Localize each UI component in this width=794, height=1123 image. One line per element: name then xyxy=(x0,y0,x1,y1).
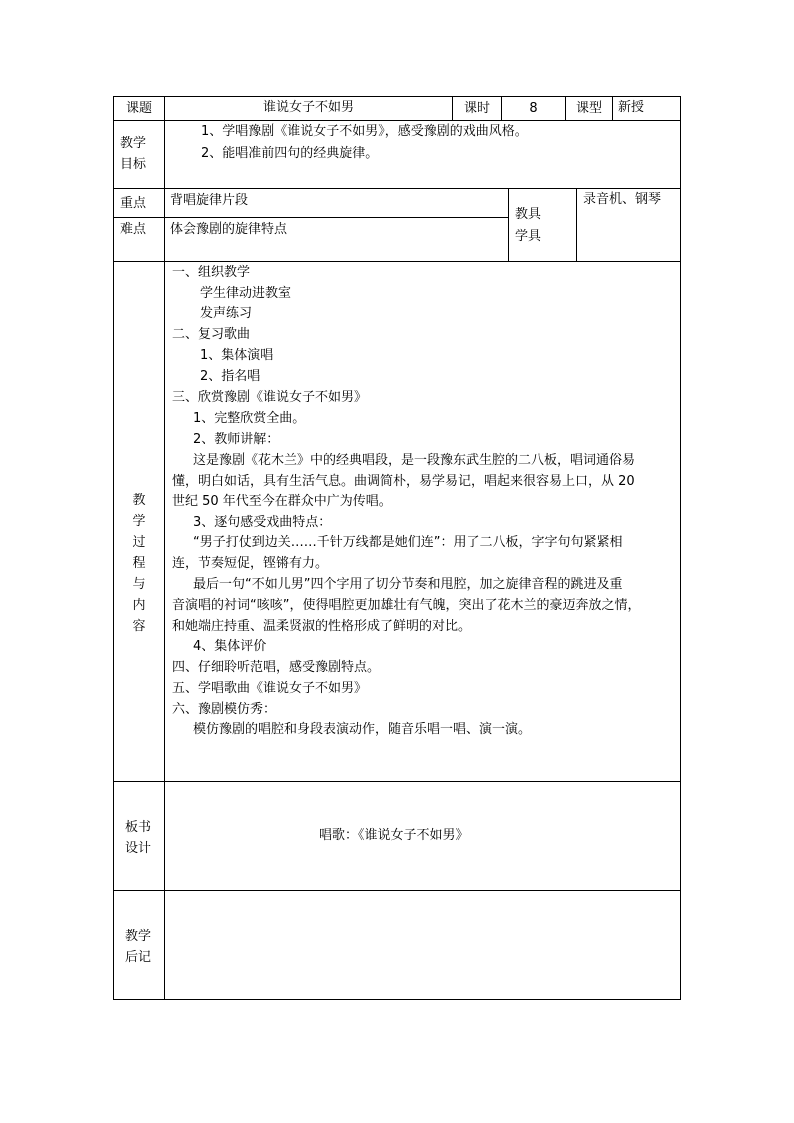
type-label: 课型 xyxy=(575,101,602,116)
board-label-line2: 设计 xyxy=(125,841,152,856)
difficulty-text: 体会豫剧的旋律特点 xyxy=(170,222,288,237)
table-border-top xyxy=(113,96,681,97)
process-line: 1、完整欣赏全曲。 xyxy=(193,411,306,426)
process-label-char: 内 xyxy=(132,598,146,613)
tools-divider-right xyxy=(576,188,577,262)
reflection-label-line1: 教学 xyxy=(125,929,152,944)
process-line: 懂，明白如话，具有生活气息。曲调简朴，易学易记，唱起来很容易上口，从 20 xyxy=(172,474,635,489)
process-line: 2、指名唱 xyxy=(200,369,261,384)
process-line: 三、欣赏豫剧《谁说女子不如男》 xyxy=(172,390,368,405)
process-line: 四、仔细聆听范唱，感受豫剧特点。 xyxy=(172,660,381,675)
tools-label-line2: 学具 xyxy=(515,229,542,244)
process-line: 和她端庄持重、温柔贤淑的性格形成了鲜明的对比。 xyxy=(172,619,472,634)
process-line: 2、教师讲解： xyxy=(193,432,280,447)
process-label-char: 容 xyxy=(132,619,146,634)
process-label-char: 学 xyxy=(132,514,146,529)
hours-label: 课时 xyxy=(463,101,490,116)
process-label-char: 与 xyxy=(132,577,146,592)
lesson-label: 课题 xyxy=(125,101,152,116)
process-label-char: 过 xyxy=(132,535,146,550)
process-line: 音演唱的衬词“咳咳”，使得唱腔更加雄壮有气魄，突出了花木兰的豪迈奔放之情， xyxy=(172,598,641,613)
process-line: 3、逐句感受戏曲特点： xyxy=(193,515,332,530)
table-border-right xyxy=(680,96,681,1000)
goals-label-line2: 目标 xyxy=(120,157,147,172)
process-line: “男子打仗到边关……千针万线都是她们连”：用了二八板，字字句句紧紧相 xyxy=(193,535,623,550)
goal-item-2: 2、能唱准前四句的经典旋律。 xyxy=(201,146,379,161)
row-divider-board xyxy=(113,890,681,891)
tools-label-line1: 教具 xyxy=(515,207,542,222)
row-divider-header xyxy=(113,120,681,121)
process-label-char: 教 xyxy=(132,493,146,508)
label-column-divider xyxy=(164,96,165,1000)
process-line: 一、组织教学 xyxy=(172,265,251,280)
board-label-line1: 板书 xyxy=(125,820,152,835)
row-divider-tools xyxy=(113,261,681,262)
process-line: 发声练习 xyxy=(200,306,253,321)
type-value: 新授 xyxy=(618,100,645,115)
process-label-char: 程 xyxy=(132,556,146,571)
tools-divider-left xyxy=(508,188,509,262)
header-divider-4 xyxy=(612,96,613,121)
row-divider-goals xyxy=(113,188,681,189)
process-line: 最后一句“不如儿男”四个字用了切分节奏和甩腔，加之旋律音程的跳进及重 xyxy=(193,577,623,592)
process-line: 模仿豫剧的唱腔和身段表演动作，随音乐唱一唱、演一演。 xyxy=(193,722,532,737)
process-line: 二、复习歌曲 xyxy=(172,327,251,342)
process-line: 1、集体演唱 xyxy=(200,348,274,363)
reflection-label-line2: 后记 xyxy=(125,950,152,965)
process-line: 连，节奏短促，铿锵有力。 xyxy=(172,556,329,571)
process-line: 六、豫剧模仿秀： xyxy=(172,702,277,717)
process-line: 4、集体评价 xyxy=(193,639,267,654)
keypoint-text: 背唱旋律片段 xyxy=(170,193,249,208)
process-line: 这是豫剧《花木兰》中的经典唱段，是一段豫东武生腔的二八板，唱词通俗易 xyxy=(193,453,636,468)
process-line: 世纪 50 年代至今在群众中广为传唱。 xyxy=(172,494,392,509)
process-line: 五、学唱歌曲《谁说女子不如男》 xyxy=(172,681,368,696)
row-divider-keypoint xyxy=(113,217,508,218)
keypoint-label: 重点 xyxy=(120,196,147,211)
row-divider-process xyxy=(113,781,681,782)
process-line: 学生律动进教室 xyxy=(200,286,292,301)
goals-label-line1: 教学 xyxy=(120,136,147,151)
tools-text: 录音机、钢琴 xyxy=(583,192,662,207)
difficulty-label: 难点 xyxy=(120,222,147,237)
board-text: 唱歌：《谁说女子不如男》 xyxy=(319,828,469,843)
goal-item-1: 1、学唱豫剧《谁说女子不如男》，感受豫剧的戏曲风格。 xyxy=(201,124,528,139)
lesson-title: 谁说女子不如男 xyxy=(262,100,354,115)
table-border-bottom xyxy=(113,999,681,1000)
hours-value: 8 xyxy=(529,101,538,116)
